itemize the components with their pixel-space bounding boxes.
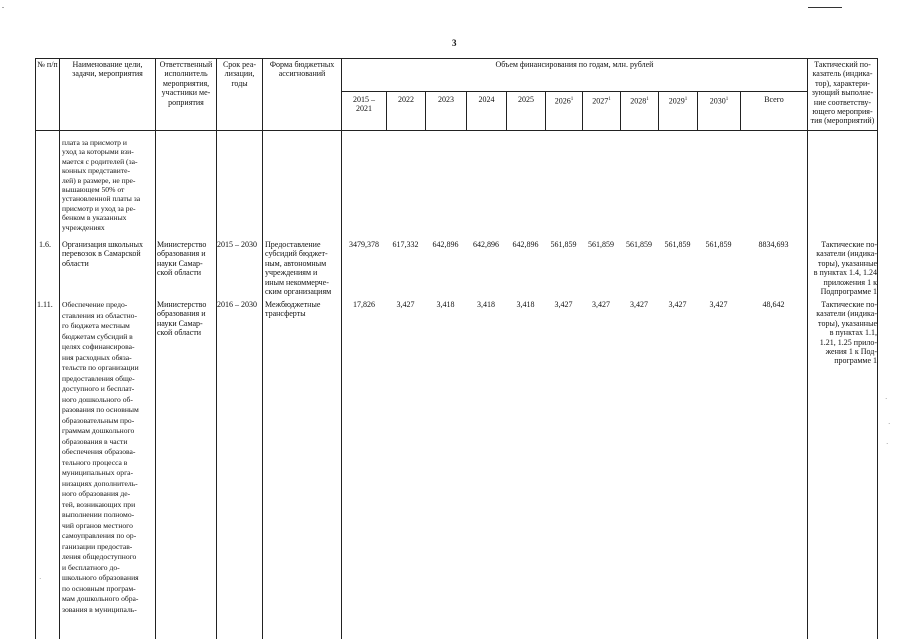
value-cell: 3,418 bbox=[516, 300, 535, 309]
value-cell: 3479,378 bbox=[349, 240, 379, 249]
year-header-0: 2015 – 2021 bbox=[353, 95, 375, 114]
value-cell: 3,427 bbox=[554, 300, 573, 309]
header-term: Срок реа- лизации, годы bbox=[222, 60, 257, 88]
year-header-total: Всего bbox=[764, 95, 784, 104]
value-cell: 561,859 bbox=[705, 240, 732, 249]
year-header-6 bbox=[583, 95, 620, 106]
header-name: Наименование цели, задачи, мероприятия bbox=[72, 60, 143, 79]
value-cell: 3,427 bbox=[668, 300, 687, 309]
scan-speckle: · bbox=[885, 395, 888, 403]
value-cell: 3,427 bbox=[592, 300, 610, 309]
year-header-3: 2024 bbox=[478, 95, 495, 104]
year-label: 2028 bbox=[630, 96, 647, 106]
value-cell: 3,418 bbox=[477, 300, 495, 309]
corner-mark: . bbox=[2, 1, 4, 10]
value-cell: 17,826 bbox=[353, 300, 375, 309]
years-header-top-line bbox=[341, 91, 807, 92]
header-bottom-line bbox=[35, 130, 878, 131]
value-cell: 561,859 bbox=[588, 240, 614, 249]
value-total: 48,642 bbox=[762, 300, 785, 309]
scan-speckle: · bbox=[888, 420, 891, 428]
row-num: 1.11. bbox=[37, 300, 53, 309]
year-label: 2027 bbox=[592, 96, 609, 106]
value-cell: 642,896 bbox=[473, 240, 499, 249]
column-divider bbox=[59, 58, 60, 639]
column-divider bbox=[877, 58, 878, 639]
value-cell: 642,896 bbox=[512, 240, 539, 249]
header-form: Форма бюджетных ассигнований bbox=[269, 60, 335, 79]
row-responsible: Министерство образования и науки Самар- ской области bbox=[157, 300, 207, 338]
header-funding: Объем финансирования по годам, млн. рублей bbox=[495, 60, 654, 69]
value-cell: 561,859 bbox=[664, 240, 691, 249]
year-header-7 bbox=[621, 95, 658, 106]
year-header-1: 2022 bbox=[398, 95, 414, 104]
footnote-mark: 1 bbox=[684, 97, 688, 102]
row-form: Межбюджетные трансферты bbox=[265, 300, 321, 319]
header-num: № п/п bbox=[37, 60, 58, 69]
year-label: 2026 bbox=[554, 96, 571, 106]
footnote-mark: 1 bbox=[570, 97, 574, 102]
year-label: 2030 bbox=[709, 96, 726, 106]
value-cell: 3,427 bbox=[709, 300, 728, 309]
footnote-mark: 1 bbox=[725, 97, 729, 102]
scan-speckle: · bbox=[39, 575, 42, 583]
value-cell: 3,418 bbox=[436, 300, 455, 309]
year-label: 2029 bbox=[668, 96, 685, 106]
year-header-2: 2023 bbox=[438, 95, 454, 104]
row-term: 2016 – 2030 bbox=[217, 300, 257, 309]
row-num: 1.6. bbox=[39, 240, 51, 249]
continuation-text: плата за присмотр и уход за которыми взи- мается с родителей (за- конных представите- лей) в размере, не пре- вышающем 50% от установленной платы за присмотр и уход за ре- бенком в указанных учреждениях bbox=[62, 138, 141, 232]
header-responsible: Ответственный исполнитель мероприятия, участники ме- роприятия bbox=[159, 60, 213, 107]
year-header-9 bbox=[698, 95, 740, 106]
column-divider bbox=[341, 58, 342, 639]
value-total: 8834,693 bbox=[758, 240, 789, 249]
table-border-top bbox=[35, 58, 878, 59]
year-header-5 bbox=[546, 95, 582, 106]
value-cell: 642,896 bbox=[432, 240, 459, 249]
year-header-4: 2025 bbox=[518, 95, 534, 104]
row-form: Предоставление субсидий бюджет- ным, автономным учреждениям и иным некоммерче- ским организациям bbox=[265, 240, 332, 297]
row-indicator: Тактические по- казатели (индика- торы), указанные в пунктах 1.1, 1.21, 1.25 прило- жения 1 к Под- программе 1 bbox=[816, 300, 877, 366]
value-cell: 561,859 bbox=[550, 240, 577, 249]
row-name: Обеспечение предо- ставления из областно- го бюджета местным бюджетам субсидий в целях софинансирова- ния расходных обяза- тельств по организации предоставления обще- доступного и бесплат- ного дошкольного об- разования по основным образовательным про- граммам дошкольного образования в части обеспечения образова- тельного процесса в муниципальных орга- низациях дополнитель- ного образования де- тей, возникающих при выполнении полномо- чий органов местного самоуправления по ор- ганизации предостав- ления общедоступного и бесплатного до- школьного образования по основным програм- мам дошкольного обра- зования в муниципаль- bbox=[62, 300, 139, 614]
column-divider bbox=[35, 58, 36, 639]
year-header-8 bbox=[659, 95, 697, 106]
header-indicator: Тактический по- казатель (индика- тор), характери- зующий выполне- ние соответству- ющего мероприя- тия (мероприятий) bbox=[810, 60, 875, 126]
row-indicator: Тактические по- казатели (индика- торы), указанные в пунктах 1.4, 1.24 приложения 1 к Подпрограмме 1 bbox=[813, 240, 877, 297]
corner-line bbox=[808, 7, 842, 8]
value-cell: 3,427 bbox=[396, 300, 415, 309]
column-divider bbox=[262, 58, 263, 639]
row-name: Организация школьных перевозок в Самарской области bbox=[62, 240, 143, 268]
footnote-mark: 1 bbox=[646, 97, 649, 102]
value-cell: 3,427 bbox=[630, 300, 648, 309]
row-term: 2015 – 2030 bbox=[217, 240, 257, 249]
page-number: 3 bbox=[452, 38, 457, 48]
row-responsible: Министерство образования и науки Самар- ской области bbox=[157, 240, 207, 278]
footnote-mark: 1 bbox=[608, 97, 611, 102]
column-divider bbox=[216, 58, 217, 639]
value-cell: 561,859 bbox=[626, 240, 652, 249]
value-cell: 617,332 bbox=[392, 240, 419, 249]
scan-speckle: · bbox=[886, 440, 889, 448]
